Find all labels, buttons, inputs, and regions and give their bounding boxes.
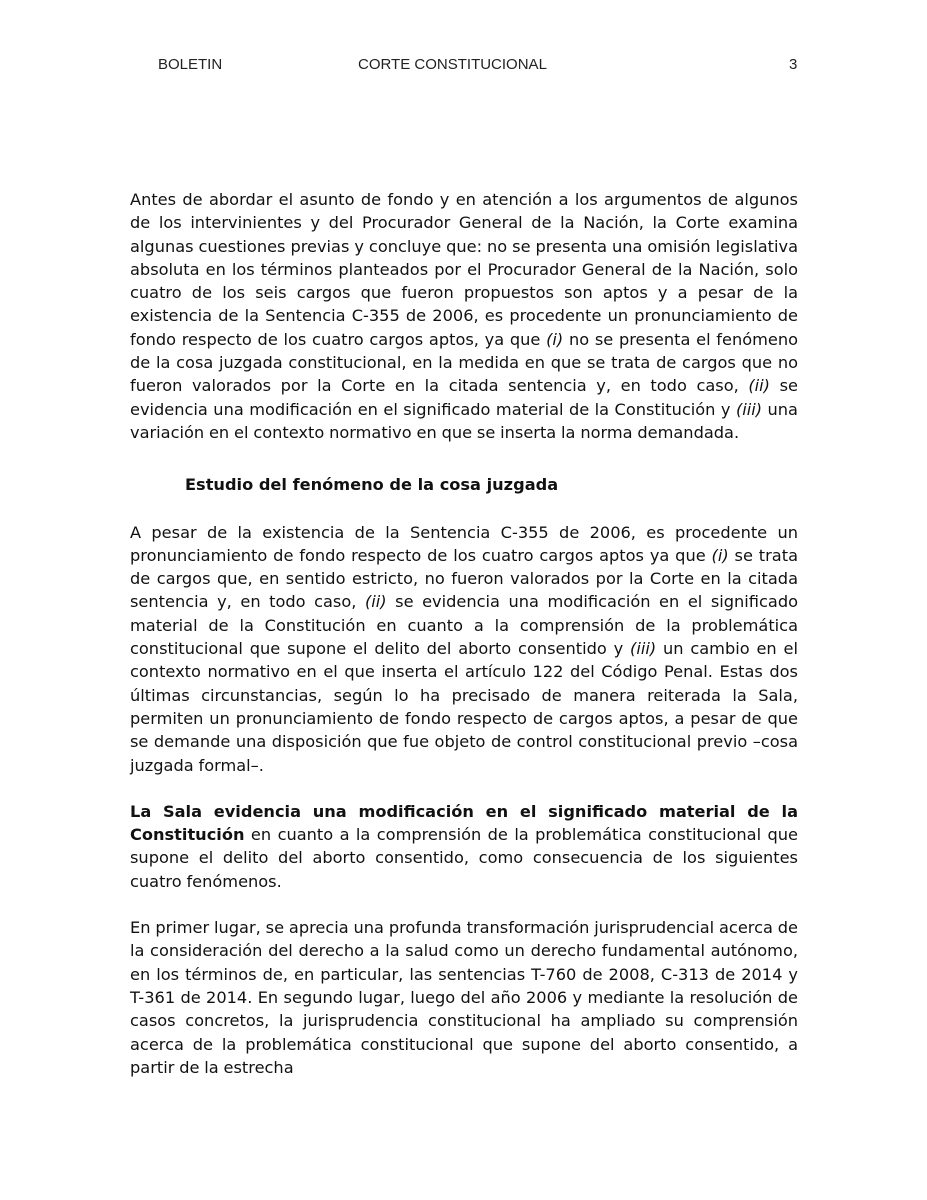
document-body [130,188,798,1079]
text-run: Antes de abordar el asunto de fondo y en atención a los argumentos de algunos de los intervinientes y del Procurador General de la Nación, la Corte examina algunas cuestiones previas y concluye que: no se presenta una omisión legislativa absoluta en los términos planteados por el Procurador General de la Nación, solo cuatro de los seis cargos que fueron propuestos son aptos y a pesar de la existencia de la Sentencia C-355 de 2006, es procedente un pronunciamiento de fondo respecto de los cuatro cargos aptos, ya que [130,190,798,349]
page-header [0,56,927,78]
text-run: se evidencia una modificación en el significado material de la Constitución y [130,376,798,419]
section-heading: Estudio del fenómeno de la cosa juzgada [185,475,559,495]
text-run: no se presenta el fenómeno de la cosa juzgada constitucional, en la medida en que se trata de cargos que no fueron valorados por la Corte en la citada sentencia y, en todo caso, [130,329,798,396]
paragraph-first-place: En primer lugar, se aprecia una profunda transformación jurisprudencial acerca de la consideración del derecho a la salud como un derecho fundamental autónomo, en los términos de, en particular, las sentencias T-760 de 2008, C-313 de 2014 y T-361 de 2014. En segundo lugar, luego del año 2006 y mediante la resolución de casos concretos, la jurisprudencia constitucional ha ampliado su comprensión acerca de la problemática constitucional que supone del aborto consentido, a partir de la estrecha [130,918,798,1077]
text-run: se trata de cargos que, en sentido estricto, no fueron valorados por la Corte en la citada sentencia y, en todo caso, [130,545,798,612]
text-run: A pesar de la existencia de la Sentencia C-355 de 2006, es procedente un pronunciamiento de fondo respecto de los cuatro cargos aptos ya que [130,522,798,565]
enumeration-marker: (iii) [630,639,657,659]
paragraph-res-judicata [130,521,798,777]
text-run: en cuanto a la comprensión de la problemática constitucional que supone el delito del aborto consentido, como consecuencia de los siguientes cuatro fenómenos. [130,825,798,891]
enumeration-marker: (i) [546,329,564,349]
enumeration-marker: (ii) [364,592,387,612]
header-bulletin-label: BOLETIN [158,56,223,73]
text-run: una variación en el contexto normativo en que se inserta la norma demandada. [130,399,798,442]
enumeration-marker: (iii) [735,399,763,419]
enumeration-marker: (i) [711,545,729,565]
page-number: 3 [789,56,798,73]
bold-lead-in: La Sala evidencia una modificación en el significado material de la Constitución [130,801,798,845]
header-court-name: CORTE CONSTITUCIONAL [358,56,547,73]
enumeration-marker: (ii) [748,376,770,396]
text-run: se evidencia una modificación en el significado material de la Constitución en cuanto a la comprensión de la problemática constitucional que supone el delito del aborto consentido y [130,592,798,659]
paragraph-material-meaning [130,800,798,893]
text-run: un cambio en el contexto normativo en el que inserta el artículo 122 del Código Penal. Estas dos últimas circunstancias, según lo ha precisado de manera reiterada la Sala, permiten un pronunciamiento de fondo respecto de cargos aptos, a pesar de que se demande una disposición que fue objeto de control constitucional previo –cosa juzgada formal–. [130,639,798,775]
paragraph-previous-questions [130,188,798,444]
